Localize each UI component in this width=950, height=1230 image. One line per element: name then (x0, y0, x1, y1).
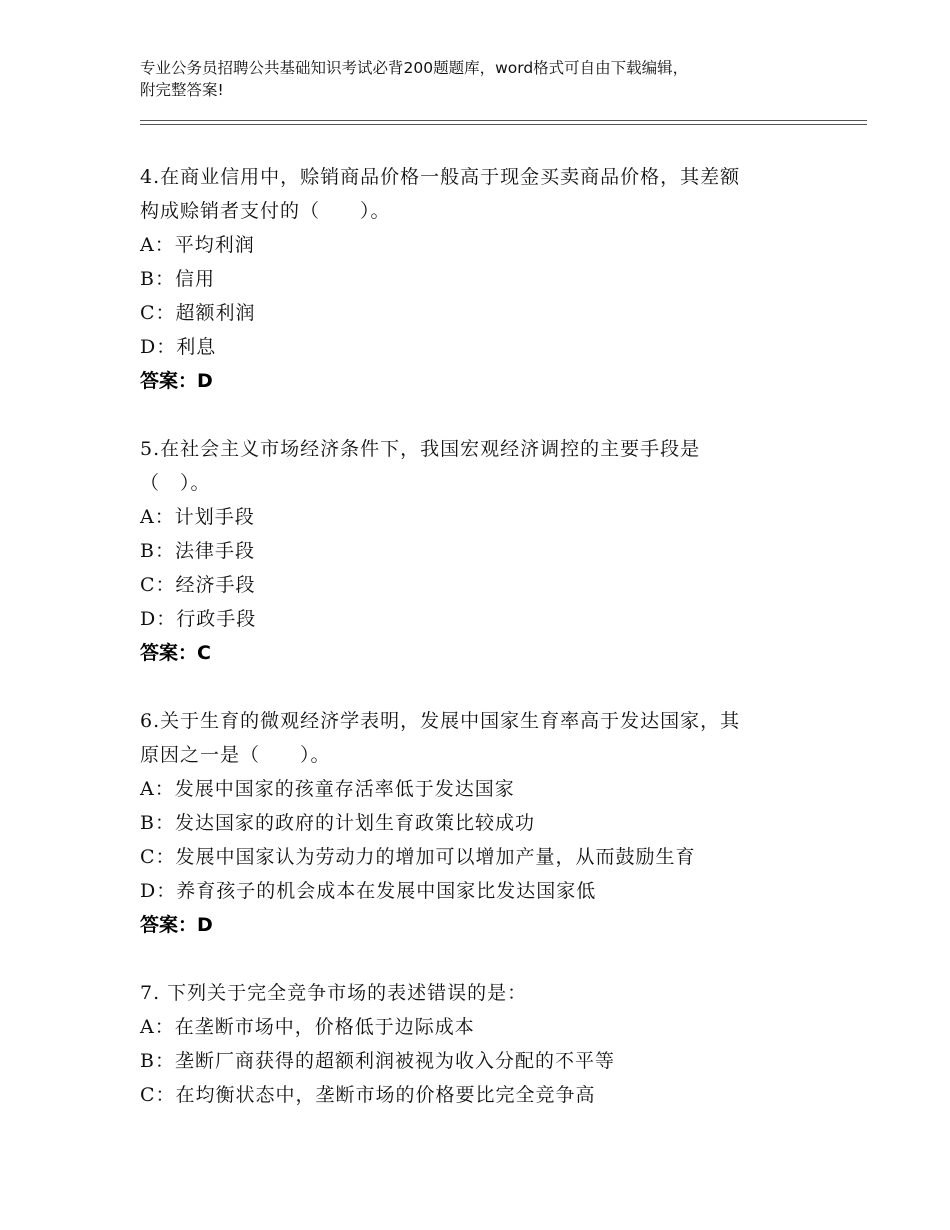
question-stem: （ ）。 (140, 472, 211, 494)
option-c: C：在均衡状态中，垄断市场的价格要比完全竞争高 (140, 1084, 596, 1106)
header-divider-bottom (140, 124, 867, 125)
document-header (140, 57, 840, 101)
answer-label: 答案：C (140, 642, 211, 664)
option-c: C：经济手段 (140, 574, 256, 596)
header-line-2: 附完整答案! (140, 81, 224, 99)
question-4 (140, 160, 820, 398)
option-c: C：发展中国家认为劳动力的增加可以增加产量，从而鼓励生育 (140, 846, 696, 868)
option-c: C：超额利润 (140, 302, 256, 324)
question-stem: 7. 下列关于完全竞争市场的表述错误的是： (140, 982, 528, 1004)
question-list (140, 160, 820, 1146)
option-d: D：养育孩子的机会成本在发展中国家比发达国家低 (140, 880, 597, 902)
option-d: D：行政手段 (140, 608, 257, 630)
option-a: A：计划手段 (140, 506, 255, 528)
option-a: A：在垄断市场中，价格低于边际成本 (140, 1016, 475, 1038)
question-7 (140, 976, 820, 1112)
option-a: A：平均利润 (140, 234, 255, 256)
question-6 (140, 704, 820, 942)
question-stem: 6.关于生育的微观经济学表明，发展中国家生育率高于发达国家，其 (140, 710, 741, 732)
question-stem: 原因之一是（ ）。 (140, 744, 331, 766)
option-b: B：信用 (140, 268, 215, 290)
option-b: B：发达国家的政府的计划生育政策比较成功 (140, 812, 535, 834)
answer-label: 答案：D (140, 370, 213, 392)
option-d: D：利息 (140, 336, 217, 358)
option-b: B：垄断厂商获得的超额利润被视为收入分配的不平等 (140, 1050, 615, 1072)
question-5 (140, 432, 820, 670)
header-line-1: 专业公务员招聘公共基础知识考试必背200题题库，word格式可自由下载编辑， (140, 59, 689, 77)
answer-label: 答案：D (140, 914, 213, 936)
question-stem: 构成赊销者支付的（ ）。 (140, 200, 391, 222)
header-divider-top (140, 120, 867, 121)
question-stem: 4.在商业信用中，赊销商品价格一般高于现金买卖商品价格，其差额 (140, 166, 741, 188)
question-stem: 5.在社会主义市场经济条件下，我国宏观经济调控的主要手段是 (140, 438, 701, 460)
option-b: B：法律手段 (140, 540, 255, 562)
option-a: A：发展中国家的孩童存活率低于发达国家 (140, 778, 515, 800)
